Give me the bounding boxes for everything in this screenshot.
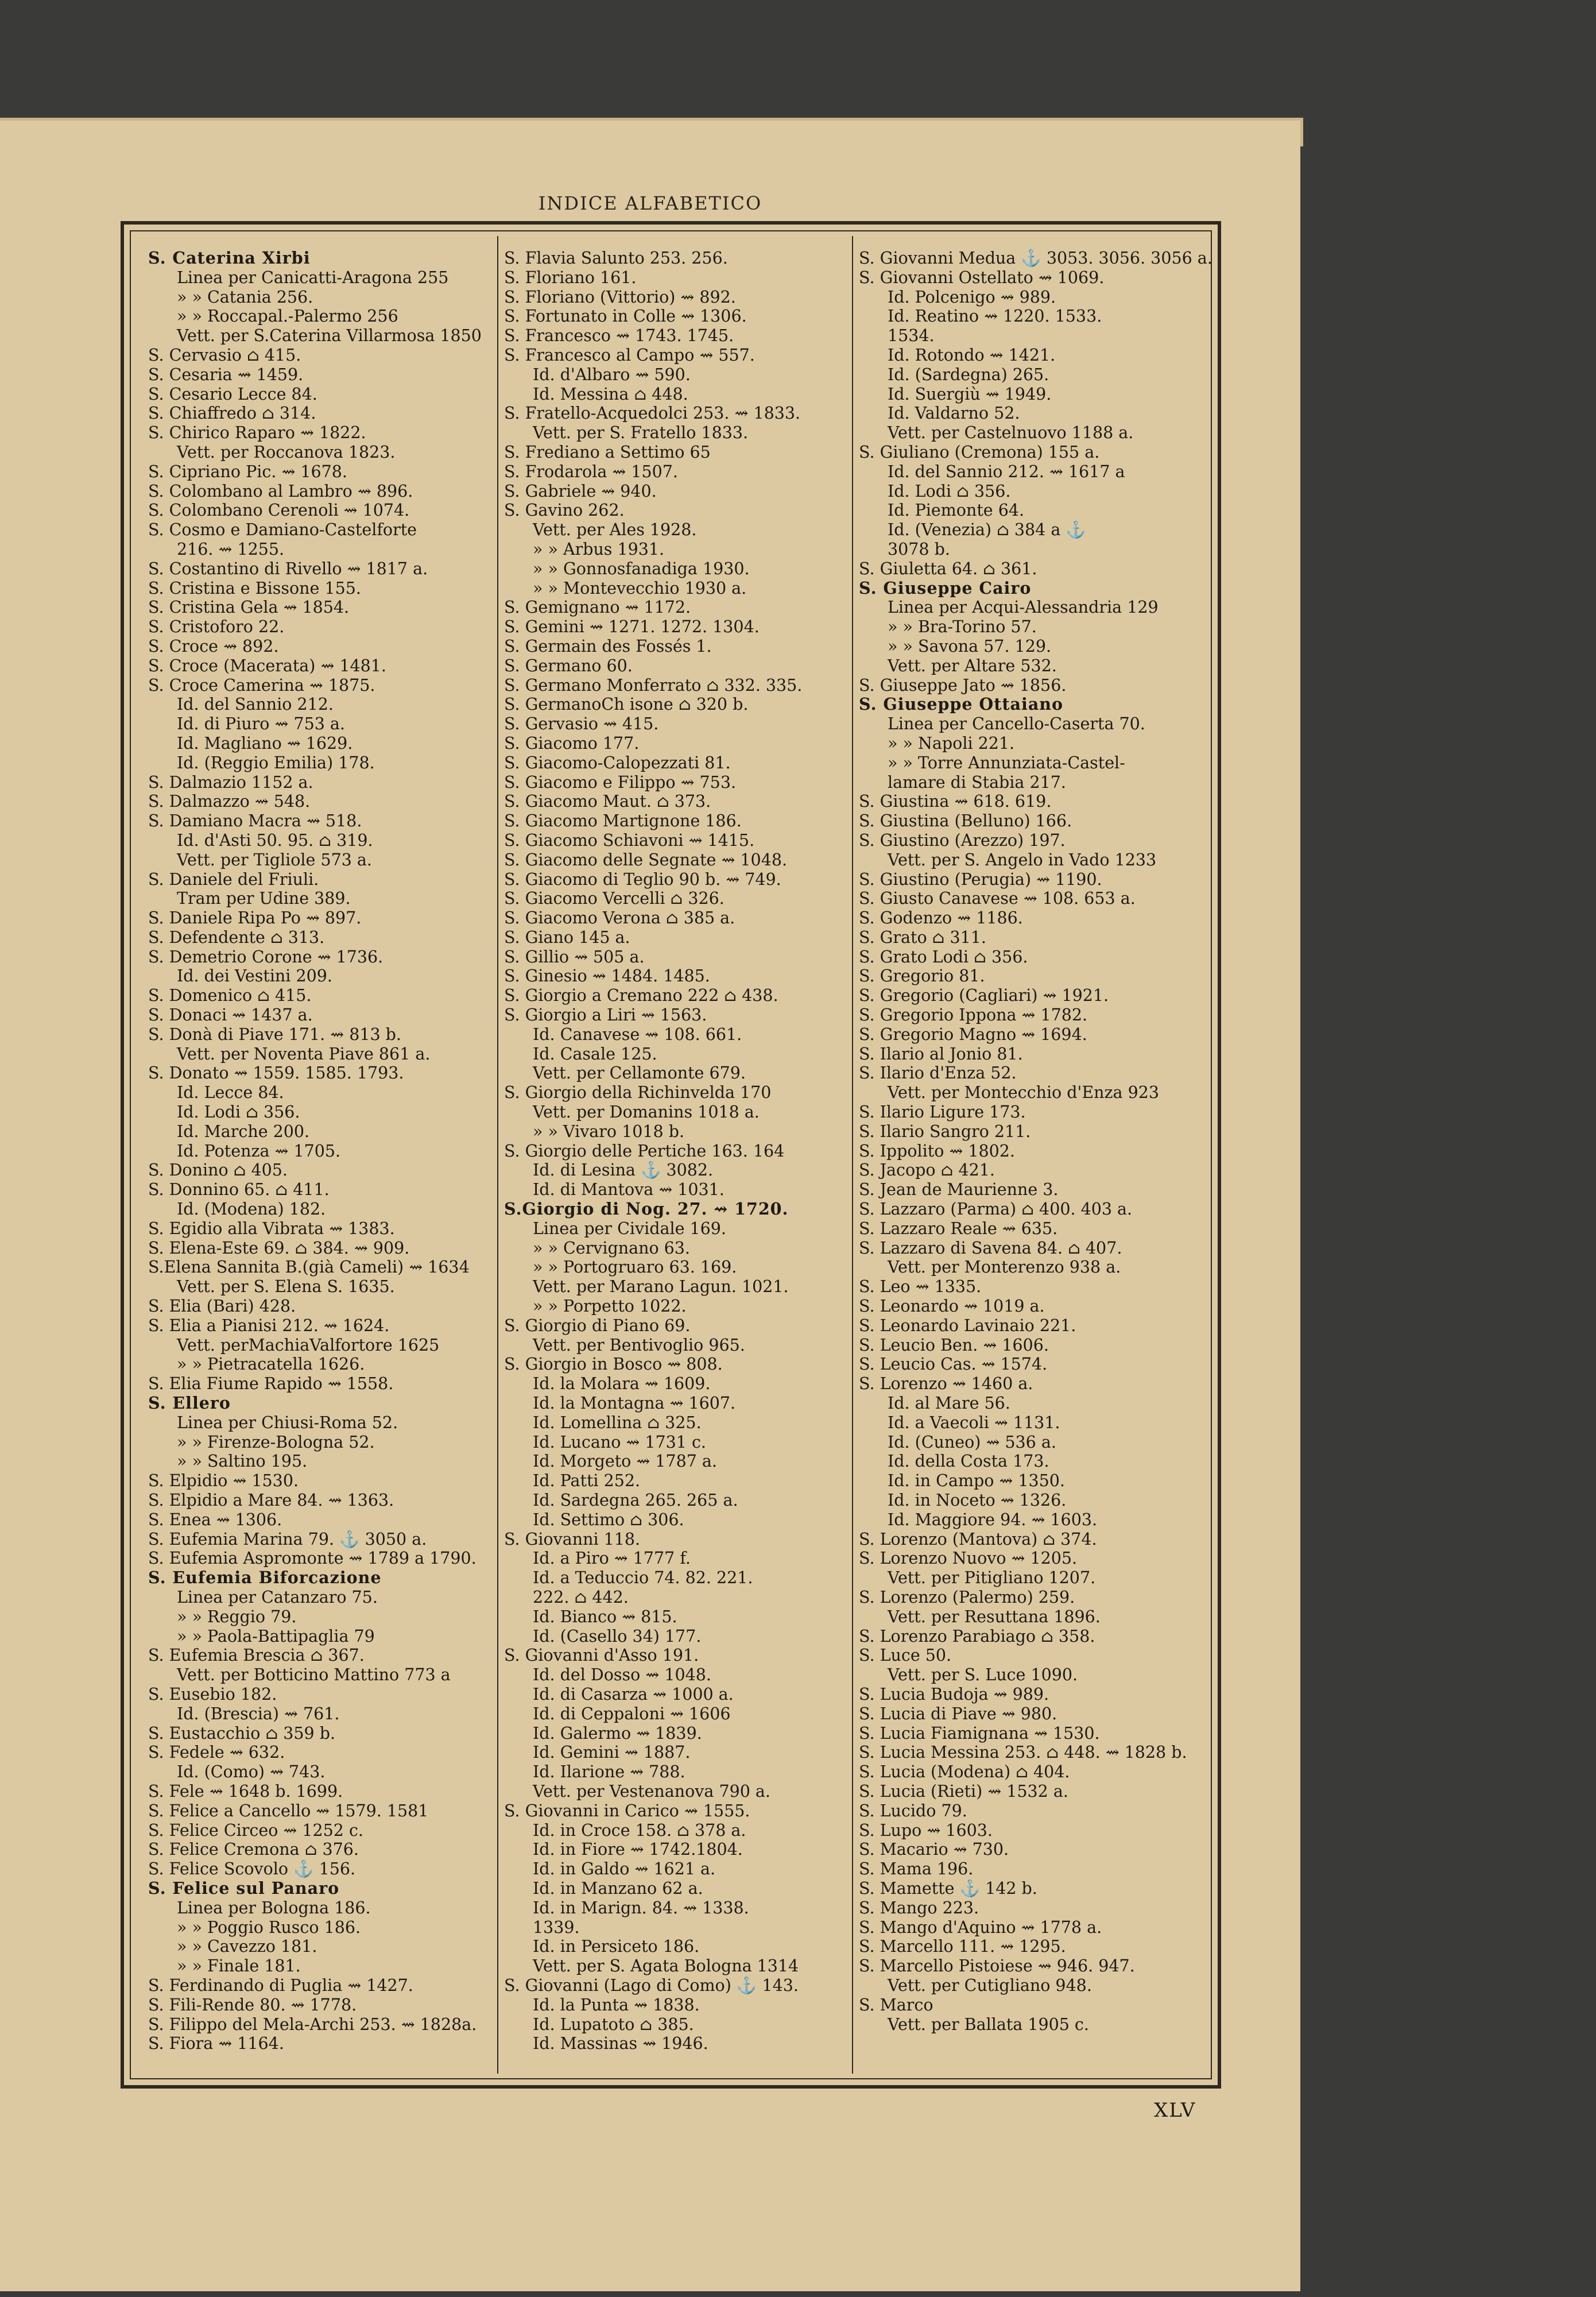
- index-entry: Id. Morgeto ⇝ 1787 a.: [533, 1452, 717, 1471]
- index-entry: Id. in Manzano 62 a.: [533, 1878, 703, 1898]
- index-entry: lamare di Stabia 217.: [888, 772, 1066, 792]
- index-entry: S. Donato ⇝ 1559. 1585. 1793.: [148, 1064, 404, 1083]
- index-entry: » » Gonnosfanadiga 1930.: [533, 559, 750, 578]
- index-entry: S. Giuletta 64. ⌂ 361.: [859, 559, 1037, 578]
- index-entry: Id. del Sannio 212. ⇝ 1617 a: [888, 462, 1125, 481]
- index-entry: S. Giacomo Martignone 186.: [504, 811, 742, 831]
- index-entry: S. Croce Camerina ⇝ 1875.: [148, 675, 375, 695]
- index-entry: Id. in Galdo ⇝ 1621 a.: [533, 1859, 716, 1879]
- index-entry: S. Daniele del Friuli.: [148, 869, 319, 889]
- index-entry: S. Demetrio Corone ⇝ 1736.: [148, 947, 383, 966]
- index-entry: » » Vivaro 1018 b.: [533, 1122, 685, 1141]
- index-entry: S. Leo ⇝ 1335.: [859, 1277, 982, 1297]
- index-entry: » » Pietracatella 1626.: [177, 1355, 365, 1374]
- index-entry: S. Luce 50.: [859, 1646, 952, 1665]
- index-entry: » » Montevecchio 1930 a.: [533, 578, 747, 598]
- index-entry: » » Napoli 221.: [888, 733, 1015, 753]
- index-entry: S. Donaci ⇝ 1437 a.: [148, 1006, 313, 1025]
- index-entry: S. Giovanni Ostellato ⇝ 1069.: [859, 268, 1105, 287]
- index-entry: Id. Ilarione ⇝ 788.: [533, 1762, 685, 1782]
- index-entry: Id. Casale 125.: [533, 1044, 657, 1064]
- index-entry: S. Lucia Messina 253. ⌂ 448. ⇝ 1828 b.: [859, 1743, 1187, 1762]
- index-entry: S. Grato Lodi ⌂ 356.: [859, 947, 1028, 966]
- index-entry: » » Bra-Torino 57.: [888, 617, 1037, 637]
- index-entry: S. Ilario d'Enza 52.: [859, 1064, 1017, 1083]
- index-entry: S. Eustacchio ⌂ 359 b.: [148, 1723, 336, 1743]
- index-entry: Vett. per Pitigliano 1207.: [888, 1568, 1096, 1588]
- index-entry: S. Croce ⇝ 892.: [148, 636, 279, 656]
- index-entry: Vett. per Botticino Mattino 773 a: [177, 1665, 451, 1685]
- index-entry: S. Godenzo ⇝ 1186.: [859, 908, 1023, 928]
- index-entry: S. Ilario Ligure 173.: [859, 1103, 1026, 1122]
- index-entry: » » Catania 256.: [177, 287, 313, 307]
- index-entry: Id. Valdarno 52.: [888, 404, 1020, 423]
- index-entry: » » Reggio 79.: [177, 1607, 297, 1626]
- index-entry: S. Gillio ⇝ 505 a.: [504, 947, 645, 966]
- index-entry: S. Giorgio in Bosco ⇝ 808.: [504, 1355, 723, 1374]
- index-entry: Id. Lomellina ⌂ 325.: [533, 1413, 702, 1432]
- index-entry: » » Firenze-Bologna 52.: [177, 1432, 375, 1452]
- index-entry: » » Poggio Rusco 186.: [177, 1917, 361, 1937]
- index-entry: Id. Reatino ⇝ 1220. 1533.: [888, 307, 1102, 326]
- index-entry: Vett. per Noventa Piave 861 a.: [177, 1044, 431, 1064]
- index-entry: S. Felice Cremona ⌂ 376.: [148, 1840, 359, 1859]
- index-entry: Vett. per S. Fratello 1833.: [533, 423, 749, 443]
- index-entry: S. Elpidio ⇝ 1530.: [148, 1471, 299, 1491]
- index-entry: S. Giovanni d'Asso 191.: [504, 1646, 699, 1665]
- index-entry: S. Cipriano Pic. ⇝ 1678.: [148, 462, 347, 481]
- index-entry: Id. in Persiceto 186.: [533, 1937, 700, 1956]
- index-entry: S. Lucia di Piave ⇝ 980.: [859, 1704, 1057, 1723]
- index-entry: Id. Suergiù ⇝ 1949.: [888, 384, 1052, 404]
- index-heading: S.Giorgio di Nog. 27. ⇝ 1720.: [504, 1200, 789, 1219]
- index-entry: Id. Polcenigo ⇝ 989.: [888, 287, 1056, 307]
- index-entry: S. Giovanni 118.: [504, 1529, 641, 1549]
- index-entry: S. Jean de Maurienne 3.: [859, 1180, 1059, 1200]
- index-column-3: [859, 249, 1215, 2063]
- index-entry: 3078 b.: [888, 539, 950, 559]
- index-entry: S. Lorenzo Parabiago ⌂ 358.: [859, 1626, 1095, 1646]
- index-entry: S. Lazzaro (Parma) ⌂ 400. 403 a.: [859, 1200, 1133, 1219]
- index-entry: S. Gregorio (Cagliari) ⇝ 1921.: [859, 986, 1109, 1006]
- index-entry: S. Defendente ⌂ 313.: [148, 927, 325, 947]
- index-entry: Vett. per Cutigliano 948.: [888, 1975, 1092, 1995]
- index-entry: S. Colombano Cerenoli ⇝ 1074.: [148, 501, 410, 520]
- index-entry: Id. d'Asti 50. 95. ⌂ 319.: [177, 830, 373, 850]
- index-entry: S. Damiano Macra ⇝ 518.: [148, 811, 362, 831]
- index-entry: Id. del Sannio 212.: [177, 695, 334, 714]
- index-entry: S. Domenico ⌂ 415.: [148, 986, 312, 1006]
- index-entry: S. Frediano a Settimo 65: [504, 442, 711, 462]
- index-entry: » » Porpetto 1022.: [533, 1297, 687, 1316]
- index-heading: S. Ellero: [148, 1394, 231, 1413]
- index-entry: S. Chiaffredo ⌂ 314.: [148, 404, 316, 423]
- index-entry: Id. dei Vestini 209.: [177, 966, 332, 986]
- index-entry: S. Leonardo ⇝ 1019 a.: [859, 1297, 1045, 1316]
- index-entry: Id. (Casello 34) 177.: [533, 1626, 702, 1646]
- index-entry: Linea per Cividale 169.: [533, 1219, 726, 1238]
- index-entry: Vett. per Castelnuovo 1188 a.: [888, 423, 1134, 443]
- index-entry: S.Elena Sannita B.(già Cameli) ⇝ 1634: [148, 1258, 470, 1277]
- index-heading: S. Eufemia Biforcazione: [148, 1568, 382, 1588]
- index-entry: S. Dalmazio 1152 a.: [148, 772, 313, 792]
- index-entry: S. Elia a Pianisi 212. ⇝ 1624.: [148, 1316, 390, 1335]
- index-column-2: [504, 249, 849, 2063]
- index-entry: S. Cesaria ⇝ 1459.: [148, 365, 304, 384]
- index-entry: Linea per Chiusi-Roma 52.: [177, 1413, 398, 1432]
- index-entry: S. Cristina Gela ⇝ 1854.: [148, 598, 350, 617]
- index-entry: S. Donnino 65. ⌂ 411.: [148, 1180, 330, 1200]
- index-entry: S. Eufemia Brescia ⌂ 367.: [148, 1646, 365, 1665]
- index-heading: S. Caterina Xirbi: [148, 249, 311, 268]
- index-entry: Id. la Montagna ⇝ 1607.: [533, 1394, 736, 1413]
- index-entry: 216. ⇝ 1255.: [177, 539, 285, 559]
- index-entry: S. Gregorio Magno ⇝ 1694.: [859, 1024, 1087, 1044]
- index-heading: S. Giuseppe Ottaiano: [859, 695, 1064, 714]
- index-entry: Id. Rotondo ⇝ 1421.: [888, 345, 1056, 365]
- index-entry: Id. Lecce 84.: [177, 1083, 284, 1103]
- index-entry: Tram per Udine 389.: [177, 889, 351, 908]
- index-entry: S. Chirico Raparo ⇝ 1822.: [148, 423, 366, 443]
- index-entry: Vett. per Ales 1928.: [533, 520, 697, 540]
- index-entry: S. Ilario Sangro 211.: [859, 1122, 1031, 1141]
- index-entry: S. Giacomo delle Segnate ⇝ 1048.: [504, 850, 788, 869]
- index-entry: S. Fortunato in Colle ⇝ 1306.: [504, 307, 747, 326]
- index-entry: Id. Marche 200.: [177, 1122, 310, 1141]
- index-entry: » » Finale 181.: [177, 1956, 301, 1976]
- index-entry: S. Gregorio 81.: [859, 966, 985, 986]
- index-entry: S. Germano 60.: [504, 656, 633, 675]
- index-entry: Linea per Acqui-Alessandria 129: [888, 598, 1159, 617]
- index-entry: S. Giustina (Belluno) 166.: [859, 811, 1072, 831]
- index-entry: S. Lorenzo ⇝ 1460 a.: [859, 1374, 1033, 1394]
- index-entry: S. Ilario al Jonio 81.: [859, 1044, 1023, 1064]
- index-entry: S. Lucido 79.: [859, 1801, 967, 1820]
- index-entry: Vett. per Marano Lagun. 1021.: [533, 1277, 789, 1297]
- index-entry: S. Giacomo e Filippo ⇝ 753.: [504, 772, 737, 792]
- index-entry: Id. (Reggio Emilia) 178.: [177, 753, 375, 772]
- index-entry: S. Mango 223.: [859, 1898, 979, 1917]
- index-entry: S. Giuliano (Cremona) 155 a.: [859, 442, 1100, 462]
- index-entry: S. Fiora ⇝ 1164.: [148, 2034, 284, 2054]
- index-entry: 222. ⌂ 442.: [533, 1587, 629, 1607]
- index-entry: Vett. per S. Agata Bologna 1314: [533, 1956, 799, 1976]
- index-entry: S. Lorenzo (Palermo) 259.: [859, 1587, 1075, 1607]
- index-entry: S. Felice Circeo ⇝ 1252 c.: [148, 1820, 363, 1840]
- index-entry: Id. la Punta ⇝ 1838.: [533, 1995, 700, 2014]
- index-entry: Id. della Costa 173.: [888, 1452, 1049, 1471]
- index-entry: S. Giustino (Perugia) ⇝ 1190.: [859, 869, 1102, 889]
- index-entry: Vett. per Ballata 1905 c.: [888, 2014, 1089, 2034]
- index-entry: Id. in Fiore ⇝ 1742.1804.: [533, 1840, 743, 1859]
- index-entry: S. Egidio alla Vibrata ⇝ 1383.: [148, 1219, 395, 1238]
- index-entry: Id. Canavese ⇝ 108. 661.: [533, 1024, 742, 1044]
- index-entry: S. Leonardo Lavinaio 221.: [859, 1316, 1076, 1335]
- index-entry: Id. Lodi ⌂ 356.: [888, 481, 1011, 501]
- index-entry: S. Dalmazzo ⇝ 548.: [148, 792, 311, 811]
- index-entry: Id. la Molara ⇝ 1609.: [533, 1374, 711, 1394]
- index-entry: S. GermanoCh isone ⌂ 320 b.: [504, 695, 749, 714]
- index-entry: » » Saltino 195.: [177, 1452, 308, 1471]
- index-entry: Vett. per Cellamonte 679.: [533, 1064, 746, 1083]
- index-entry: » » Torre Annunziata-Castel-: [888, 753, 1125, 772]
- index-entry: S. Elena-Este 69. ⌂ 384. ⇝ 909.: [148, 1238, 410, 1258]
- index-entry: S. Filippo del Mela-Archi 253. ⇝ 1828a.: [148, 2014, 477, 2034]
- index-entry: S. Marcello 111. ⇝ 1295.: [859, 1937, 1066, 1956]
- index-entry: S. Colombano al Lambro ⇝ 896.: [148, 481, 413, 501]
- index-entry: » » Cervignano 63.: [533, 1238, 690, 1258]
- index-entry: Id. Gemini ⇝ 1887.: [533, 1743, 691, 1762]
- index-entry: S. Cesario Lecce 84.: [148, 384, 317, 404]
- document-page: [0, 121, 1300, 2291]
- index-entry: S. Jacopo ⌂ 421.: [859, 1161, 995, 1180]
- index-entry: S. Felice Scovolo ⚓ 156.: [148, 1859, 356, 1879]
- index-entry: S. Ginesio ⇝ 1484. 1485.: [504, 966, 710, 986]
- index-entry: 1534.: [888, 326, 935, 346]
- index-entry: S. Gregorio Ippona ⇝ 1782.: [859, 1006, 1088, 1025]
- index-entry: S. Giuseppe Jato ⇝ 1856.: [859, 675, 1067, 695]
- index-entry: Vett. per Domanins 1018 a.: [533, 1103, 760, 1122]
- index-entry: » » Portogruaro 63. 169.: [533, 1258, 737, 1277]
- index-entry: S. Giacomo di Teglio 90 b. ⇝ 749.: [504, 869, 781, 889]
- index-entry: Id. in Marign. 84. ⇝ 1338.: [533, 1898, 749, 1917]
- index-entry: S. Mamette ⚓ 142 b.: [859, 1878, 1037, 1898]
- index-entry: Id. di Lesina ⚓ 3082.: [533, 1161, 714, 1180]
- index-entry: S. Lazzaro di Savena 84. ⌂ 407.: [859, 1238, 1122, 1258]
- index-entry: S. Giorgio delle Pertiche 163. 164: [504, 1141, 785, 1161]
- index-entry: Id. (Venezia) ⌂ 384 a ⚓: [888, 520, 1086, 540]
- index-entry: Vett. per Altare 532.: [888, 656, 1057, 675]
- index-entry: Id. Piemonte 64.: [888, 501, 1025, 520]
- index-entry: Id. in Croce 158. ⌂ 378 a.: [533, 1820, 746, 1840]
- index-entry: Id. Sardegna 265. 265 a.: [533, 1491, 738, 1510]
- index-entry: Id. a Vaecoli ⇝ 1131.: [888, 1413, 1060, 1432]
- index-entry: S. Flavia Salunto 253. 256.: [504, 249, 728, 268]
- index-entry: S. Lazzaro Reale ⇝ 635.: [859, 1219, 1058, 1238]
- index-entry: S. Elpidio a Mare 84. ⇝ 1363.: [148, 1491, 394, 1510]
- index-entry: S. Lucia (Rieti) ⇝ 1532 a.: [859, 1781, 1068, 1801]
- index-entry: S. Lucia Fiamignana ⇝ 1530.: [859, 1723, 1100, 1743]
- index-entry: Vett. perMachiaValfortore 1625: [177, 1335, 440, 1355]
- index-entry: Vett. per S. Angelo in Vado 1233: [888, 850, 1157, 869]
- index-entry: » » Savona 57. 129.: [888, 636, 1052, 656]
- index-entry: Id. Patti 252.: [533, 1471, 641, 1491]
- index-entry: Id. Magliano ⇝ 1629.: [177, 733, 353, 753]
- index-entry: S. Fratello-Acquedolci 253. ⇝ 1833.: [504, 404, 801, 423]
- index-entry: Vett. per Tigliole 573 a.: [177, 850, 372, 869]
- index-entry: S. Eusebio 182.: [148, 1684, 277, 1704]
- index-entry: S. Leucio Cas. ⇝ 1574.: [859, 1355, 1048, 1374]
- index-entry: Id. (Modena) 182.: [177, 1200, 326, 1219]
- index-entry: S. Floriano 161.: [504, 268, 637, 287]
- index-entry: Id. Lupatoto ⌂ 385.: [533, 2014, 694, 2034]
- index-entry: S. Cristoforo 22.: [148, 617, 285, 637]
- index-entry: S. Leucio Ben. ⇝ 1606.: [859, 1335, 1049, 1355]
- index-entry: S. Elia Fiume Rapido ⇝ 1558.: [148, 1374, 394, 1394]
- index-entry: S. Giacomo-Calopezzati 81.: [504, 753, 731, 772]
- index-entry: S. Giacomo Maut. ⌂ 373.: [504, 792, 711, 811]
- index-entry: S. Donà di Piave 171. ⇝ 813 b.: [148, 1024, 401, 1044]
- index-entry: S. Eufemia Marina 79. ⚓ 3050 a.: [148, 1529, 427, 1549]
- index-entry: S. Giano 145 a.: [504, 927, 630, 947]
- index-entry: S. Giorgio di Piano 69.: [504, 1316, 691, 1335]
- index-entry: S. Daniele Ripa Po ⇝ 897.: [148, 908, 362, 928]
- index-entry: Vett. per S. Luce 1090.: [888, 1665, 1078, 1685]
- index-entry: S. Eufemia Aspromonte ⇝ 1789 a 1790.: [148, 1549, 477, 1568]
- index-entry: S. Fele ⇝ 1648 b. 1699.: [148, 1781, 343, 1801]
- index-entry: S. Giusto Canavese ⇝ 108. 653 a.: [859, 889, 1136, 908]
- index-entry: Vett. per Bentivoglio 965.: [533, 1335, 745, 1355]
- index-entry: S. Giovanni Medua ⚓ 3053. 3056. 3056 a.: [859, 249, 1213, 268]
- index-entry: Linea per Canicatti-Aragona 255: [177, 268, 449, 287]
- index-entry: S. Mango d'Aquino ⇝ 1778 a.: [859, 1917, 1102, 1937]
- index-entry: S. Lorenzo Nuovo ⇝ 1205.: [859, 1549, 1078, 1568]
- index-entry: S. Grato ⌂ 311.: [859, 927, 986, 947]
- index-entry: Id. (Brescia) ⇝ 761.: [177, 1704, 340, 1723]
- index-entry: S. Macario ⇝ 730.: [859, 1840, 1009, 1859]
- index-entry: Id. a Piro ⇝ 1777 f.: [533, 1549, 691, 1568]
- index-entry: S. Giacomo Verona ⌂ 385 a.: [504, 908, 735, 928]
- index-entry: S. Marcello Pistoiese ⇝ 946. 947.: [859, 1956, 1135, 1976]
- index-entry: S. Donino ⌂ 405.: [148, 1161, 288, 1180]
- index-entry: S. Lupo ⇝ 1603.: [859, 1820, 993, 1840]
- index-entry: S. Giorgio a Liri ⇝ 1563.: [504, 1006, 707, 1025]
- index-entry: S. Croce (Macerata) ⇝ 1481.: [148, 656, 386, 675]
- index-entry: S. Giacomo Vercelli ⌂ 326.: [504, 889, 725, 908]
- index-entry: S. Cristina e Bissone 155.: [148, 578, 361, 598]
- index-entry: S. Giustina ⇝ 618. 619.: [859, 792, 1052, 811]
- index-entry: S. Gavino 262.: [504, 501, 625, 520]
- index-entry: S. Enea ⇝ 1306.: [148, 1510, 282, 1529]
- index-entry: Linea per Catanzaro 75.: [177, 1587, 378, 1607]
- index-entry: Vett. per S. Elena S. 1635.: [177, 1277, 395, 1297]
- index-entry: S. Mama 196.: [859, 1859, 974, 1879]
- index-entry: Id. Massinas ⇝ 1946.: [533, 2034, 708, 2054]
- index-entry: S. Gabriele ⇝ 940.: [504, 481, 657, 501]
- index-entry: » » Paola-Battipaglia 79: [177, 1626, 375, 1646]
- index-entry: » » Roccapal.-Palermo 256: [177, 307, 398, 326]
- index-entry: S. Francesco ⇝ 1743. 1745.: [504, 326, 734, 346]
- index-entry: Id. al Mare 56.: [888, 1394, 1010, 1413]
- index-entry: Vett. per Monterenzo 938 a.: [888, 1258, 1121, 1277]
- index-entry: S. Lucia (Modena) ⌂ 404.: [859, 1762, 1070, 1782]
- index-frame: [121, 221, 1221, 2089]
- index-entry: Id. Lodi ⌂ 356.: [177, 1103, 300, 1122]
- index-entry: S. Marco: [859, 1995, 933, 2014]
- index-entry: S. Elia (Bari) 428.: [148, 1297, 296, 1316]
- index-column-1: [148, 249, 493, 2063]
- index-entry: Linea per Bologna 186.: [177, 1898, 371, 1917]
- index-entry: » » Cavezzo 181.: [177, 1937, 317, 1956]
- index-entry: Id. d'Albaro ⇝ 590.: [533, 365, 691, 384]
- index-entry: S. Ferdinando di Puglia ⇝ 1427.: [148, 1975, 413, 1995]
- index-entry: S. Cosmo e Damiano-Castelforte: [148, 520, 417, 540]
- index-entry: S. Germain des Fossés 1.: [504, 636, 712, 656]
- index-heading: S. Felice sul Panaro: [148, 1878, 340, 1898]
- index-entry: Vett. per Roccanova 1823.: [177, 442, 396, 462]
- index-entry: S. Gemignano ⇝ 1172.: [504, 598, 691, 617]
- index-heading: S. Giuseppe Cairo: [859, 578, 1032, 598]
- index-entry: S. Giacomo Schiavoni ⇝ 1415.: [504, 830, 755, 850]
- index-entry: S. Felice a Cancello ⇝ 1579. 1581: [148, 1801, 429, 1820]
- index-entry: S. Frodarola ⇝ 1507.: [504, 462, 678, 481]
- page-header: INDICE ALFABETICO: [538, 192, 762, 214]
- index-entry: S. Gemini ⇝ 1271. 1272. 1304.: [504, 617, 760, 637]
- index-entry: S. Cervasio ⌂ 415.: [148, 345, 301, 365]
- index-entry: S. Giorgio della Richinvelda 170: [504, 1083, 772, 1103]
- index-entry: » » Arbus 1931.: [533, 539, 665, 559]
- column-rule-1: [497, 236, 498, 2074]
- index-entry: Id. (Cuneo) ⇝ 536 a.: [888, 1432, 1056, 1452]
- index-entry: Id. Maggiore 94. ⇝ 1603.: [888, 1510, 1098, 1529]
- index-entry: Id. Lucano ⇝ 1731 c.: [533, 1432, 706, 1452]
- index-entry: Id. Potenza ⇝ 1705.: [177, 1141, 341, 1161]
- index-entry: Vett. per Vestenanova 790 a.: [533, 1781, 770, 1801]
- index-frame-inner: [130, 230, 1212, 2079]
- index-entry: Id. di Casarza ⇝ 1000 a.: [533, 1684, 734, 1704]
- index-entry: Id. (Sardegna) 265.: [888, 365, 1049, 384]
- index-entry: Id. Settimo ⌂ 306.: [533, 1510, 684, 1529]
- index-entry: S. Giustino (Arezzo) 197.: [859, 830, 1066, 850]
- index-entry: S. Fili-Rende 80. ⇝ 1778.: [148, 1995, 357, 2014]
- index-entry: Id. in Campo ⇝ 1350.: [888, 1471, 1065, 1491]
- index-entry: Linea per Cancello-Caserta 70.: [888, 714, 1145, 734]
- index-entry: Id. di Ceppaloni ⇝ 1606: [533, 1704, 731, 1723]
- index-entry: S. Floriano (Vittorio) ⇝ 892.: [504, 287, 736, 307]
- index-entry: Vett. per Montecchio d'Enza 923: [888, 1083, 1159, 1103]
- index-entry: S. Francesco al Campo ⇝ 557.: [504, 345, 755, 365]
- index-entry: S. Fedele ⇝ 632.: [148, 1743, 285, 1762]
- index-entry: Id. di Piuro ⇝ 753 a.: [177, 714, 345, 734]
- index-entry: Id. (Como) ⇝ 743.: [177, 1762, 326, 1782]
- index-entry: 1339.: [533, 1917, 580, 1937]
- index-entry: S. Lucia Budoja ⇝ 989.: [859, 1684, 1049, 1704]
- index-entry: Id. a Teduccio 74. 82. 221.: [533, 1568, 753, 1588]
- index-entry: Id. Bianco ⇝ 815.: [533, 1607, 677, 1626]
- index-entry: Vett. per S.Caterina Villarmosa 1850: [177, 326, 482, 346]
- index-entry: S. Giacomo 177.: [504, 733, 640, 753]
- index-entry: S. Ippolito ⇝ 1802.: [859, 1141, 1015, 1161]
- index-entry: S. Lorenzo (Mantova) ⌂ 374.: [859, 1529, 1097, 1549]
- column-rule-2: [852, 236, 853, 2074]
- index-entry: S. Germano Monferrato ⌂ 332. 335.: [504, 675, 803, 695]
- index-entry: Id. in Noceto ⇝ 1326.: [888, 1491, 1067, 1510]
- index-entry: Id. Messina ⌂ 448.: [533, 384, 688, 404]
- index-entry: Id. Galermo ⇝ 1839.: [533, 1723, 702, 1743]
- index-entry: Id. del Dosso ⇝ 1048.: [533, 1665, 711, 1685]
- index-entry: S. Giorgio a Cremano 222 ⌂ 438.: [504, 986, 778, 1006]
- index-entry: S. Gervasio ⇝ 415.: [504, 714, 659, 734]
- index-entry: S. Costantino di Rivello ⇝ 1817 a.: [148, 559, 428, 578]
- page-number: XLV: [1154, 2099, 1196, 2122]
- index-entry: Id. di Mantova ⇝ 1031.: [533, 1180, 725, 1200]
- index-entry: S. Giovanni (Lago di Como) ⚓ 143.: [504, 1975, 799, 1995]
- index-entry: S. Giovanni in Carico ⇝ 1555.: [504, 1801, 750, 1820]
- index-entry: Vett. per Resuttana 1896.: [888, 1607, 1101, 1626]
